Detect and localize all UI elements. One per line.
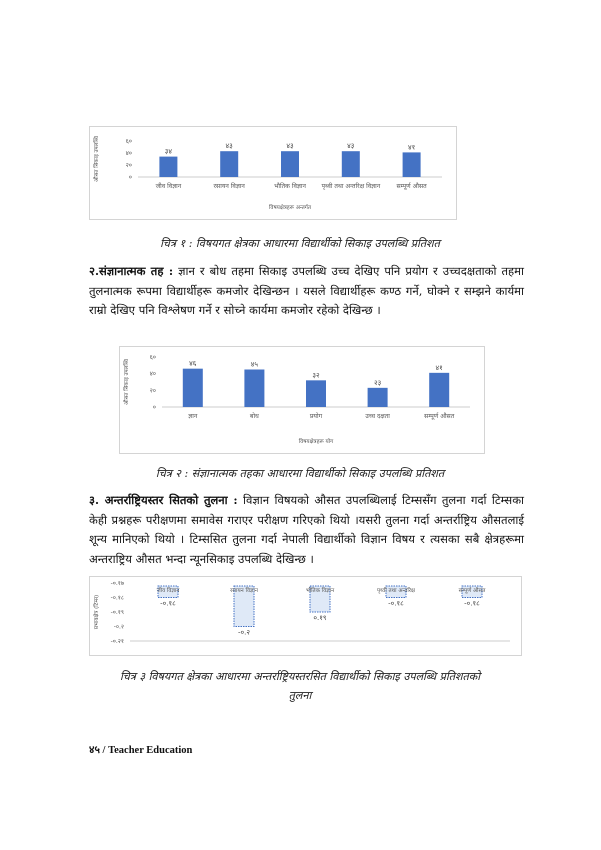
chart-2-bar — [306, 380, 326, 407]
section-2-paragraph — [89, 262, 524, 321]
chart-1-bar — [220, 151, 238, 177]
caption-figure-3 — [60, 667, 540, 705]
chart-2-value-label: २३ — [373, 378, 382, 387]
chart-1-bar — [281, 151, 299, 177]
chart-3-category-label: सम्पूर्ण औसत — [458, 588, 486, 594]
section-2-heading: २.संज्ञानात्मक तह : — [89, 264, 174, 278]
chart-2-ytick: ६० — [149, 354, 156, 361]
chart-1-ytick: ० — [128, 174, 132, 181]
caption-figure-1: चित्र १ : विषयगत क्षेत्रका आधारमा विद्यार्थीको सिकाइ उपलब्धि प्रतिशत — [160, 237, 440, 250]
caption-figure-3-line-2: तुलना — [288, 689, 312, 702]
chart-3-svg — [90, 577, 521, 655]
chart-2-value-label: ४१ — [435, 363, 443, 372]
chart-3-value-label: -०.१८ — [388, 599, 404, 608]
chart-figure-3 — [89, 576, 522, 656]
section-3-body: विज्ञान विषयको औसत उपलब्धिलाई टिम्ससँग तुलना गर्दा टिम्सका केही प्रश्नहरू परीक्षणमा समावेस गराएर परीक्षण गरिएको थियो ।यसरी तुलना गर्दा अन्तर्राष्ट्रिय औसतलाई शून्य मानिएको थियो । टिम्ससित तुलना गर्दा नेपाली विद्यार्थीको विज्ञान विषय र त्यसका सबै क्षेत्रहरूमा अन्तराष्ट्रिय औसत भन्दा न्यूनसिकाइ उपलब्धि देखिन्छ । — [89, 493, 525, 566]
chart-3-ytick: -०.१९ — [110, 609, 124, 616]
chart-2-ytick: ४० — [149, 370, 156, 378]
chart-2-svg — [120, 347, 484, 453]
chart-3-ytick: -०.१७ — [110, 580, 124, 587]
chart-3-value-label: -०.१८ — [464, 599, 480, 608]
chart-1-ytick: ६० — [125, 138, 132, 145]
chart-2-ylabel: औसत सिकाइ उपलब्धि — [124, 359, 130, 405]
chart-2-category-label: ज्ञान — [188, 413, 198, 420]
chart-1-category-label: रसायन विज्ञान — [213, 183, 245, 190]
chart-3-ylabel: प्रभावक्षेत्र (टिम्स) — [94, 594, 100, 630]
chart-3-value-label: -०.१८ — [160, 599, 176, 608]
chart-1-bar — [403, 152, 421, 177]
chart-2-category-label: प्रयोग — [309, 413, 323, 420]
chart-2-bar — [244, 370, 264, 408]
chart-2-value-label: ४५ — [250, 360, 259, 369]
chart-1-category-label: भौतिक विज्ञान — [274, 183, 306, 190]
chart-1-category-label: पृथ्वी तथा अन्तरिक्ष विज्ञान — [321, 183, 381, 190]
chart-2-category-label: बोध — [249, 413, 259, 420]
chart-1-category-label: सम्पूर्ण औसत — [396, 183, 427, 190]
chart-3-ytick: -०.२ — [113, 623, 124, 631]
chart-2-value-label: ४६ — [189, 359, 197, 368]
chart-3-value-label: ०.१९ — [313, 614, 327, 622]
chart-3-category-label: भौतिक विज्ञान — [305, 588, 335, 594]
chart-1-bar — [342, 151, 360, 177]
chart-1-ylabel: औसत सिकाइ उपलब्धि — [94, 136, 100, 182]
chart-1-bar — [159, 157, 177, 177]
chart-1-value-label: ३४ — [164, 147, 173, 156]
chart-1-value-label: ४३ — [225, 142, 233, 151]
chart-2-bar — [429, 373, 449, 407]
section-2-body: ज्ञान र बोध तहमा सिकाइ उपलब्धि उच्च देखिए पनि प्रयोग र उच्चदक्षताको तहमा तुलनात्मक रूपमा विद्यार्थीहरू कमजोर देखिन्छन । यसले विद्यार्थीहरू कण्ठ गर्ने, घोक्ने र सम्झने कार्यमा राम्रो देखिए पनि विश्लेषण गर्ने र सोच्ने कार्यमा कमजोर रहेको देखिन्छ । — [89, 264, 524, 317]
chart-figure-1 — [89, 126, 457, 220]
chart-3-category-label: रसायन विज्ञान — [230, 588, 258, 594]
chart-3-category-label: जीव विज्ञान — [156, 588, 180, 594]
chart-3-value-label: -०.२ — [237, 628, 251, 637]
section-3-paragraph — [89, 491, 524, 569]
chart-1-svg — [90, 127, 456, 219]
chart-2-ytick: २० — [149, 387, 156, 395]
chart-figure-2 — [119, 346, 485, 454]
chart-2-ytick: ० — [152, 404, 156, 411]
chart-2-bar — [368, 388, 388, 407]
chart-1-value-label: ४१ — [407, 143, 416, 152]
chart-3-ytick: -०.१८ — [110, 594, 124, 602]
chart-1-category-label: जीव विज्ञान — [155, 183, 182, 190]
chart-1-xlabel: विषयक्षेत्रहरू अन्तर्गत — [268, 205, 312, 211]
chart-3-category-label: पृथ्वी तथा अन्तरिक्ष — [377, 588, 415, 594]
caption-figure-2: चित्र २ : संज्ञानात्मक तहका आधारमा विद्यार्थीको सिकाइ उपलब्धि प्रतिशत — [155, 467, 445, 480]
chart-2-value-label: ३२ — [312, 371, 320, 380]
chart-1-value-label: ४३ — [347, 142, 355, 151]
chart-2-category-label: सम्पूर्ण औसत — [424, 413, 455, 420]
page-footer: ४५ / Teacher Education — [89, 745, 193, 756]
section-3-heading: ३. अन्तर्राष्ट्रियस्तर सितको तुलना : — [89, 493, 238, 507]
chart-1-value-label: ४३ — [286, 142, 294, 151]
chart-1-ytick: ४० — [125, 150, 132, 157]
chart-2-xlabel: विषयक्षेत्रहरू योग — [298, 439, 334, 445]
caption-figure-3-line-1: चित्र ३ विषयगत क्षेत्रका आधारमा अन्तर्राष्ट्रियस्तरसित विद्यार्थीको सिकाइ उपलब्धि प्रतिशतको — [119, 670, 481, 683]
chart-2-category-label: उच्च दक्षता — [365, 413, 390, 420]
chart-3-ytick: -०.२१ — [110, 638, 124, 645]
chart-2-bar — [183, 369, 203, 407]
chart-1-ytick: २० — [125, 162, 132, 169]
